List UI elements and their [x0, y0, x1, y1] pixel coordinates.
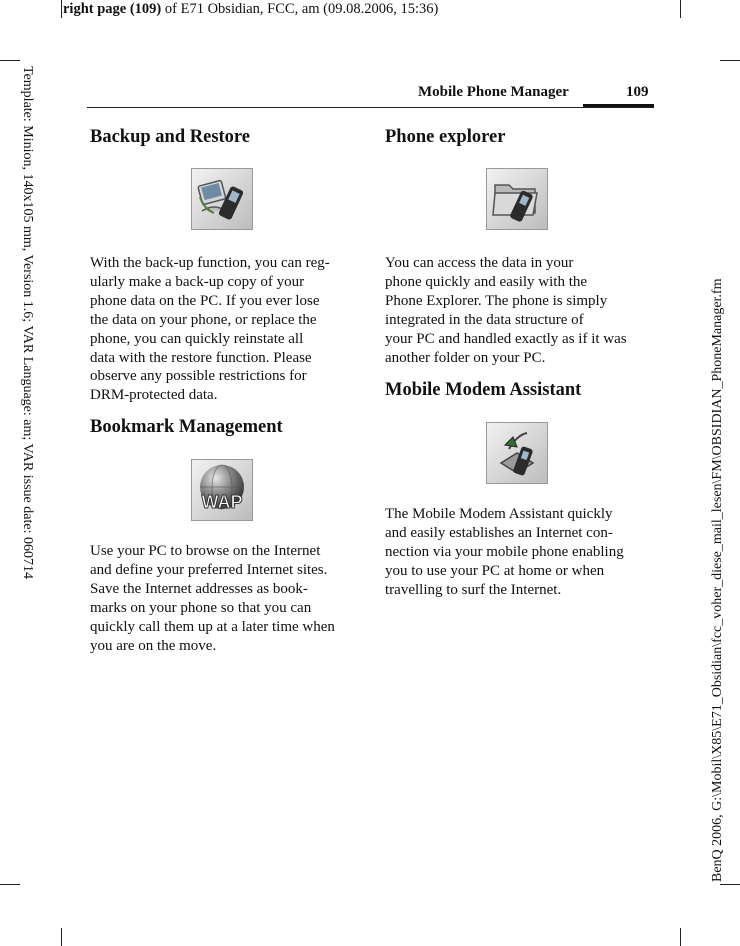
page-header-title: Mobile Phone Manager	[418, 84, 569, 100]
crop-mark	[680, 928, 681, 946]
folder-phone-icon	[486, 168, 548, 230]
print-page-label: right page (109)	[63, 1, 162, 17]
body-line: observe any possible restrictions for	[90, 368, 307, 385]
template-info-text: Template: Minion, 140x105 mm, Version 1.6; VAR Language: am; VAR issue date: 060714	[20, 66, 35, 579]
body-line: you to use your PC at home or when	[385, 562, 605, 579]
crop-mark	[0, 60, 20, 61]
body-line: and define your preferred Internet sites.	[90, 561, 328, 578]
body-line: phone quickly and easily with the	[385, 273, 588, 290]
left-column	[90, 0, 356, 946]
page-number: 109	[626, 84, 649, 100]
body-line: and easily establishes an Internet con-	[385, 524, 613, 541]
crop-mark	[0, 884, 20, 885]
body-line: you are on the move.	[90, 637, 217, 654]
right-column	[385, 0, 651, 946]
crop-mark	[61, 0, 62, 18]
crop-mark	[720, 60, 740, 61]
wap-icon-text: WAP	[201, 492, 243, 512]
section-body-backup	[90, 254, 356, 405]
body-line: DRM-protected data.	[90, 387, 218, 404]
wap-globe-icon	[191, 459, 253, 521]
body-line: ularly make a back-up copy of your	[90, 273, 305, 290]
section-title-modem: Mobile Modem Assistant	[385, 380, 582, 400]
body-line: Phone Explorer. The phone is simply	[385, 292, 608, 309]
section-body-explorer	[385, 254, 651, 367]
crop-mark	[720, 884, 740, 885]
body-line: marks on your phone so that you can	[90, 599, 312, 616]
body-line: quickly call them up at a later time when	[90, 618, 335, 635]
file-path-text: BenQ 2006, G:\Mobil\X85\E71_Obsidian\fcc_voher_diese_mail_lesen\FM\OBSIDIAN_PhoneManager.fm	[710, 278, 725, 882]
section-title-backup: Backup and Restore	[90, 127, 251, 147]
body-line: You can access the data in your	[385, 255, 574, 271]
crop-mark	[61, 928, 62, 946]
section-body-modem	[385, 505, 651, 600]
body-line: your PC and handled exactly as if it was	[385, 330, 627, 347]
body-line: nection via your mobile phone enabling	[385, 543, 624, 560]
body-line: The Mobile Modem Assistant quickly	[385, 506, 613, 522]
body-line: With the back-up function, you can reg-	[90, 255, 330, 271]
section-title-bookmark: Bookmark Management	[90, 417, 283, 437]
body-line: Save the Internet addresses as book-	[90, 580, 308, 597]
print-info-rest: of E71 Obsidian, FCC, am (09.08.2006, 15:36)	[161, 1, 439, 17]
body-line: travelling to surf the Internet.	[385, 581, 562, 598]
body-line: another folder on your PC.	[385, 349, 546, 366]
pc-phone-sync-icon	[191, 168, 253, 230]
body-line: Use your PC to browse on the Internet	[90, 543, 321, 559]
body-line: the data on your phone, or replace the	[90, 311, 317, 328]
modem-phone-icon	[486, 422, 548, 484]
section-title-explorer: Phone explorer	[385, 127, 506, 147]
body-line: phone data on the PC. If you ever lose	[90, 292, 320, 309]
body-line: data with the restore function. Please	[90, 349, 312, 366]
section-body-bookmark	[90, 542, 356, 655]
crop-mark	[680, 0, 681, 18]
body-line: phone, you can quickly reinstate all	[90, 330, 304, 347]
body-line: integrated in the data structure of	[385, 311, 584, 328]
